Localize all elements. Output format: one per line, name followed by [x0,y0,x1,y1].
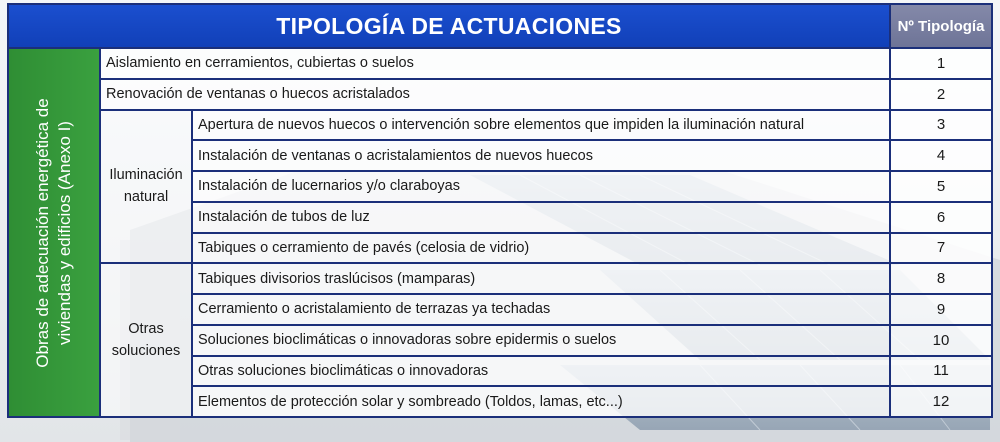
row-number: 9 [890,294,992,325]
table-row [8,263,992,294]
row-label: Tabiques o cerramiento de pavés (celosia de vidrio) [192,233,890,264]
row-label: Soluciones bioclimáticas o innovadoras sobre epidermis o suelos [192,325,890,356]
row-number: 12 [890,386,992,417]
row-label: Instalación de tubos de luz [192,202,890,233]
row-number: 2 [890,79,992,110]
row-number: 8 [890,263,992,294]
row-number: 3 [890,110,992,141]
group-label-line: Iluminación [109,167,183,184]
table-header-row [8,4,992,48]
row-number: 5 [890,171,992,202]
row-number: 6 [890,202,992,233]
table-row [8,48,992,79]
actuations-table [7,3,993,418]
row-number: 4 [890,140,992,171]
row-label: Tabiques divisorios traslúcisos (mamparas) [192,263,890,294]
table-row [8,79,992,110]
row-number: 7 [890,233,992,264]
row-number: 10 [890,325,992,356]
table-title: TIPOLOGÍA DE ACTUACIONES [8,4,890,48]
row-label: Aislamiento en cerramientos, cubiertas o suelos [100,48,890,79]
row-label: Cerramiento o acristalamiento de terrazas ya techadas [192,294,890,325]
group-label-line: Otras [128,321,164,338]
row-label: Instalación de ventanas o acristalamientos de nuevos huecos [192,140,890,171]
row-label: Instalación de lucernarios y/o claraboyas [192,171,890,202]
row-label: Apertura de nuevos huecos o intervención sobre elementos que impiden la iluminación natural [192,110,890,141]
category-side-label [8,48,100,417]
group-label-lighting [100,110,192,264]
table-row [8,110,992,141]
row-label: Renovación de ventanas o huecos acristalados [100,79,890,110]
number-column-header: Nº Tipología [890,4,992,48]
row-number: 11 [890,356,992,387]
group-label-line: soluciones [111,343,181,360]
row-label: Elementos de protección solar y sombreado (Toldos, lamas, etc...) [192,386,890,417]
group-label-line: natural [123,189,169,206]
group-label-other [100,263,192,417]
row-number: 1 [890,48,992,79]
side-label-text: Obras de adecuación energética de viviendas y edificios (Anexo I) [33,97,74,368]
row-label: Otras soluciones bioclimáticas o innovadoras [192,356,890,387]
